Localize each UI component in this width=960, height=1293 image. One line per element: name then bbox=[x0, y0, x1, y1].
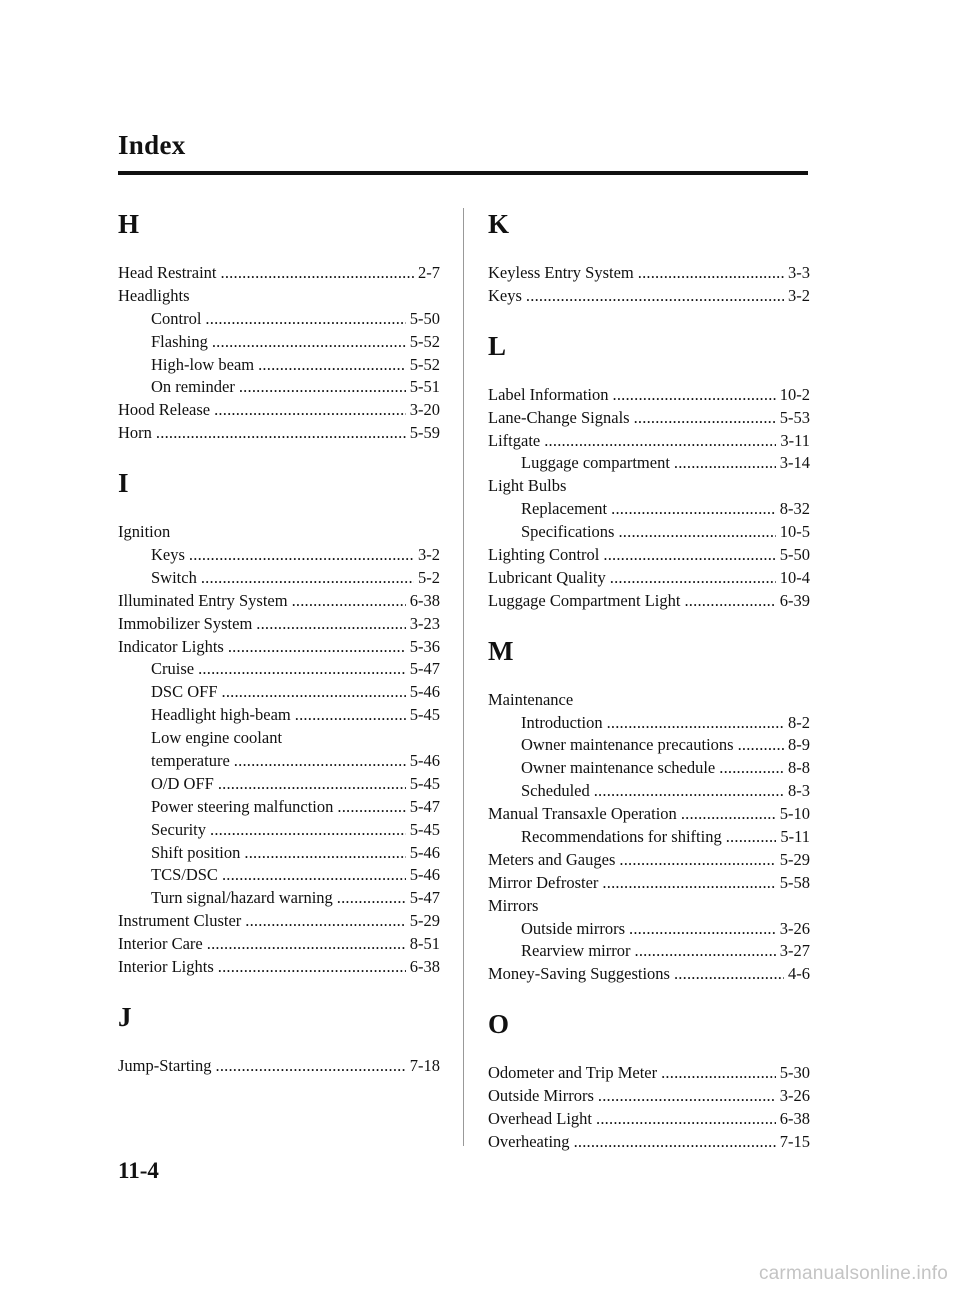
index-entry bbox=[488, 262, 810, 285]
dot-leader bbox=[201, 567, 414, 590]
dot-leader bbox=[607, 712, 784, 735]
entry-text: On reminder bbox=[151, 377, 235, 397]
dot-leader bbox=[738, 734, 784, 757]
index-entry bbox=[488, 1085, 810, 1108]
dot-leader bbox=[292, 590, 406, 613]
index-entry bbox=[118, 399, 440, 422]
watermark[interactable]: carmanualsonline.info bbox=[758, 1263, 948, 1284]
entry-text: Interior Care bbox=[118, 934, 203, 954]
entry-text: Liftgate bbox=[488, 430, 541, 450]
entry-text: O/D OFF bbox=[151, 773, 214, 793]
entry-text: Mirrors bbox=[488, 895, 539, 915]
index-entry bbox=[118, 1055, 440, 1078]
index-subentry bbox=[488, 452, 810, 475]
entry-text: Security bbox=[151, 819, 206, 839]
index-subentry bbox=[118, 681, 440, 704]
index-subentry bbox=[118, 658, 440, 681]
entry-page-ref: 5-30 bbox=[779, 1063, 810, 1083]
entry-page-ref: 6-38 bbox=[779, 1109, 810, 1129]
entry-page-ref: 8-3 bbox=[788, 781, 810, 801]
dot-leader bbox=[610, 567, 776, 590]
entry-text: Indicator Lights bbox=[118, 636, 224, 656]
entry-text: Control bbox=[151, 308, 202, 328]
index-subentry bbox=[488, 521, 810, 544]
index-entry bbox=[118, 590, 440, 613]
dot-leader bbox=[198, 658, 406, 681]
index-subentry bbox=[118, 842, 440, 865]
dot-leader bbox=[634, 407, 776, 430]
section-letter: M bbox=[488, 635, 514, 666]
column-divider bbox=[463, 208, 464, 1146]
dot-leader bbox=[295, 704, 406, 727]
index-entry bbox=[118, 285, 440, 308]
dot-leader bbox=[218, 773, 406, 796]
entry-page-ref: 5-45 bbox=[409, 705, 440, 725]
dot-leader bbox=[216, 1055, 406, 1078]
entry-text: Maintenance bbox=[488, 689, 574, 709]
index-entry bbox=[118, 613, 440, 636]
index-entry bbox=[118, 422, 440, 445]
entry-text: Immobilizer System bbox=[118, 613, 253, 633]
section-letter: H bbox=[118, 209, 140, 239]
index-subentry bbox=[488, 757, 810, 780]
page-title: Index bbox=[118, 130, 186, 160]
index-subentry bbox=[488, 712, 810, 735]
entry-page-ref: 5-45 bbox=[409, 773, 440, 793]
entry-text: Shift position bbox=[151, 842, 241, 862]
entry-text: Low engine coolant bbox=[151, 728, 283, 748]
dot-leader bbox=[222, 864, 406, 887]
entry-page-ref: 3-14 bbox=[779, 453, 810, 473]
index-entry bbox=[488, 590, 810, 613]
index-subentry bbox=[118, 864, 440, 887]
entry-text: Recommendations for shifting bbox=[521, 827, 722, 847]
index-entry bbox=[488, 407, 810, 430]
index-subentry bbox=[118, 544, 440, 567]
entry-text: Illuminated Entry System bbox=[118, 590, 288, 610]
index-entry bbox=[118, 956, 440, 979]
dot-leader bbox=[684, 590, 775, 613]
index-section bbox=[488, 206, 810, 308]
index-entry bbox=[118, 933, 440, 956]
dot-leader bbox=[602, 872, 775, 895]
entry-page-ref: 2-7 bbox=[418, 263, 440, 282]
entry-page-ref: 3-3 bbox=[788, 263, 810, 282]
dot-leader bbox=[638, 262, 784, 285]
index-entry bbox=[488, 384, 810, 407]
entry-page-ref: 3-26 bbox=[779, 1086, 810, 1106]
section-letter: I bbox=[118, 468, 129, 499]
entry-text: Headlight high-beam bbox=[151, 705, 291, 725]
dot-leader bbox=[618, 521, 775, 544]
entry-page-ref: 5-29 bbox=[409, 911, 440, 931]
entry-text: Hood Release bbox=[118, 400, 211, 420]
index-section bbox=[488, 633, 810, 987]
index-subentry bbox=[118, 727, 440, 750]
entry-text: Scheduled bbox=[521, 781, 590, 801]
index-entry bbox=[488, 475, 810, 498]
entry-text: Luggage Compartment Light bbox=[488, 590, 681, 610]
entry-page-ref: 10-5 bbox=[779, 522, 810, 542]
entry-page-ref: 7-18 bbox=[409, 1055, 440, 1075]
entry-text: Outside mirrors bbox=[521, 918, 626, 938]
index-entry bbox=[488, 803, 810, 826]
entry-page-ref: 3-26 bbox=[779, 918, 810, 938]
entry-text: Replacement bbox=[521, 499, 608, 519]
entry-page-ref: 5-50 bbox=[409, 308, 440, 328]
index-entry bbox=[118, 262, 440, 285]
entry-page-ref: 8-9 bbox=[788, 735, 810, 755]
entry-text: Horn bbox=[118, 423, 152, 443]
dot-leader bbox=[611, 498, 776, 521]
entry-page-ref: 8-51 bbox=[409, 934, 440, 954]
dot-leader bbox=[256, 613, 405, 636]
index-entry bbox=[118, 910, 440, 933]
entry-text: Luggage compartment bbox=[521, 453, 670, 473]
entry-text: Owner maintenance schedule bbox=[521, 758, 716, 778]
entry-text: Ignition bbox=[118, 522, 171, 542]
index-entry bbox=[488, 544, 810, 567]
index-subentry bbox=[118, 354, 440, 377]
entry-page-ref: 5-47 bbox=[409, 888, 440, 908]
dot-leader bbox=[189, 544, 414, 567]
index-entry bbox=[488, 285, 810, 308]
index-subentry bbox=[118, 331, 440, 354]
header-rule bbox=[118, 171, 808, 175]
entry-text: Head Restraint bbox=[118, 263, 217, 282]
index-subentry bbox=[488, 918, 810, 941]
index-subentry bbox=[118, 796, 440, 819]
entry-text: Headlights bbox=[118, 285, 190, 305]
index-entry bbox=[488, 567, 810, 590]
entry-text: Light Bulbs bbox=[488, 476, 567, 496]
entry-page-ref: 5-46 bbox=[409, 751, 440, 771]
entry-text: Lane-Change Signals bbox=[488, 407, 630, 427]
page-number: 11-4 bbox=[118, 1158, 159, 1183]
entry-page-ref: 5-52 bbox=[409, 331, 440, 351]
dot-leader bbox=[661, 1062, 776, 1085]
entry-text: Lubricant Quality bbox=[488, 567, 606, 587]
entry-text: Owner maintenance precautions bbox=[521, 735, 734, 755]
entry-text: Jump-Starting bbox=[118, 1055, 212, 1075]
section-letter: L bbox=[488, 330, 507, 361]
dot-leader bbox=[244, 842, 405, 865]
entry-text: Overheating bbox=[488, 1131, 570, 1151]
entry-page-ref: 6-38 bbox=[409, 957, 440, 977]
dot-leader bbox=[337, 796, 405, 819]
dot-leader bbox=[726, 826, 777, 849]
dot-leader bbox=[594, 780, 784, 803]
entry-text: Odometer and Trip Meter bbox=[488, 1063, 658, 1083]
index-subentry bbox=[118, 704, 440, 727]
dot-leader bbox=[337, 887, 406, 910]
entry-page-ref: 5-47 bbox=[409, 796, 440, 816]
index-entry bbox=[488, 872, 810, 895]
index-subentry bbox=[118, 376, 440, 399]
index-section bbox=[118, 465, 440, 979]
entry-text: High-low beam bbox=[151, 354, 255, 374]
entry-text: temperature bbox=[151, 751, 230, 771]
entry-page-ref: 10-4 bbox=[779, 567, 810, 587]
entry-page-ref: 5-46 bbox=[409, 842, 440, 862]
dot-leader bbox=[544, 430, 776, 453]
dot-leader bbox=[212, 331, 406, 354]
entry-page-ref: 3-2 bbox=[788, 285, 810, 305]
entry-page-ref: 8-2 bbox=[788, 712, 810, 732]
dot-leader bbox=[681, 803, 776, 826]
dot-leader bbox=[526, 285, 784, 308]
entry-text: Introduction bbox=[521, 712, 603, 732]
dot-leader bbox=[239, 376, 406, 399]
dot-leader bbox=[613, 384, 776, 407]
dot-leader bbox=[719, 757, 784, 780]
entry-page-ref: 3-27 bbox=[779, 941, 810, 961]
entry-page-ref: 5-29 bbox=[779, 849, 810, 869]
entry-page-ref: 5-45 bbox=[409, 819, 440, 839]
dot-leader bbox=[218, 956, 406, 979]
dot-leader bbox=[635, 940, 776, 963]
dot-leader bbox=[156, 422, 406, 445]
entry-page-ref: 10-2 bbox=[779, 384, 810, 404]
entry-page-ref: 5-36 bbox=[409, 636, 440, 656]
index-entry bbox=[488, 1131, 810, 1154]
index-entry bbox=[488, 849, 810, 872]
entry-text: Keyless Entry System bbox=[488, 263, 634, 282]
entry-page-ref: 5-46 bbox=[409, 865, 440, 885]
index-entry bbox=[488, 689, 810, 712]
dot-leader bbox=[596, 1108, 776, 1131]
entry-text: Instrument Cluster bbox=[118, 911, 242, 931]
dot-leader bbox=[674, 963, 784, 986]
entry-text: Cruise bbox=[151, 659, 195, 679]
entry-page-ref: 7-15 bbox=[779, 1131, 810, 1151]
entry-page-ref: 5-59 bbox=[409, 423, 440, 443]
index-entry bbox=[118, 521, 440, 544]
entry-text: Outside Mirrors bbox=[488, 1086, 594, 1106]
index-subentry bbox=[488, 826, 810, 849]
index-entry bbox=[488, 963, 810, 986]
dot-leader bbox=[228, 636, 406, 659]
dot-leader bbox=[245, 910, 405, 933]
entry-page-ref: 8-8 bbox=[788, 758, 810, 778]
index-subentry bbox=[118, 773, 440, 796]
dot-leader bbox=[222, 681, 406, 704]
entry-text: Mirror Defroster bbox=[488, 872, 599, 892]
entry-text: Interior Lights bbox=[118, 957, 214, 977]
entry-page-ref: 3-20 bbox=[409, 400, 440, 420]
dot-leader bbox=[234, 750, 406, 773]
entry-page-ref: 3-23 bbox=[409, 613, 440, 633]
entry-text: Overhead Light bbox=[488, 1109, 593, 1129]
entry-text: Lighting Control bbox=[488, 545, 600, 565]
dot-leader bbox=[674, 452, 776, 475]
entry-page-ref: 5-10 bbox=[779, 804, 810, 824]
index-subentry bbox=[488, 498, 810, 521]
entry-page-ref: 5-46 bbox=[409, 682, 440, 702]
index-entry bbox=[488, 430, 810, 453]
index-section bbox=[488, 1006, 810, 1154]
index-entry bbox=[488, 1062, 810, 1085]
index-subentry bbox=[118, 819, 440, 842]
section-letter: J bbox=[118, 1001, 132, 1032]
index-subentry bbox=[118, 887, 440, 910]
entry-page-ref: 5-11 bbox=[780, 827, 810, 847]
entry-page-ref: 5-2 bbox=[418, 567, 440, 587]
entry-text: Meters and Gauges bbox=[488, 849, 616, 869]
index-column-right bbox=[488, 206, 810, 1154]
entry-page-ref: 5-51 bbox=[409, 377, 440, 397]
dot-leader bbox=[598, 1085, 776, 1108]
entry-text: Power steering malfunction bbox=[151, 796, 334, 816]
dot-leader bbox=[603, 544, 775, 567]
entry-text: Manual Transaxle Operation bbox=[488, 804, 677, 824]
entry-text: Money-Saving Suggestions bbox=[488, 964, 670, 984]
entry-text: Turn signal/hazard warning bbox=[151, 888, 333, 908]
index-entry bbox=[488, 1108, 810, 1131]
index-subentry bbox=[118, 567, 440, 590]
entry-text: Keys bbox=[488, 285, 522, 305]
entry-page-ref: 3-11 bbox=[780, 430, 810, 450]
entry-page-ref: 6-38 bbox=[409, 590, 440, 610]
index-column-left bbox=[118, 206, 440, 1078]
entry-text: Switch bbox=[151, 567, 197, 587]
entry-text: Flashing bbox=[151, 331, 208, 351]
entry-text: Keys bbox=[151, 545, 185, 565]
entry-page-ref: 4-6 bbox=[788, 964, 810, 984]
index-subentry bbox=[118, 308, 440, 331]
entry-text: DSC OFF bbox=[151, 682, 218, 702]
entry-page-ref: 8-32 bbox=[779, 499, 810, 519]
index-section bbox=[118, 999, 440, 1078]
section-letter: O bbox=[488, 1009, 510, 1040]
dot-leader bbox=[205, 308, 405, 331]
index-entry bbox=[118, 636, 440, 659]
index-section bbox=[118, 206, 440, 445]
dot-leader bbox=[214, 399, 406, 422]
entry-text: Specifications bbox=[521, 522, 615, 542]
index-subentry bbox=[118, 750, 440, 773]
index-subentry bbox=[488, 940, 810, 963]
dot-leader bbox=[207, 933, 406, 956]
dot-leader bbox=[619, 849, 775, 872]
entry-page-ref: 6-39 bbox=[779, 590, 810, 610]
entry-page-ref: 3-2 bbox=[418, 545, 440, 565]
dot-leader bbox=[210, 819, 406, 842]
index-subentry bbox=[488, 780, 810, 803]
dot-leader bbox=[574, 1131, 776, 1154]
dot-leader bbox=[629, 918, 776, 941]
entry-page-ref: 5-53 bbox=[779, 407, 810, 427]
index-subentry bbox=[488, 734, 810, 757]
dot-leader bbox=[221, 262, 414, 285]
entry-text: Label Information bbox=[488, 384, 609, 404]
entry-text: Rearview mirror bbox=[521, 941, 631, 961]
entry-page-ref: 5-58 bbox=[779, 872, 810, 892]
entry-page-ref: 5-47 bbox=[409, 659, 440, 679]
dot-leader bbox=[258, 354, 406, 377]
entry-text: TCS/DSC bbox=[151, 865, 218, 885]
index-entry bbox=[488, 895, 810, 918]
section-letter: K bbox=[488, 209, 510, 239]
entry-page-ref: 5-52 bbox=[409, 354, 440, 374]
index-section bbox=[488, 328, 810, 613]
entry-page-ref: 5-50 bbox=[779, 545, 810, 565]
